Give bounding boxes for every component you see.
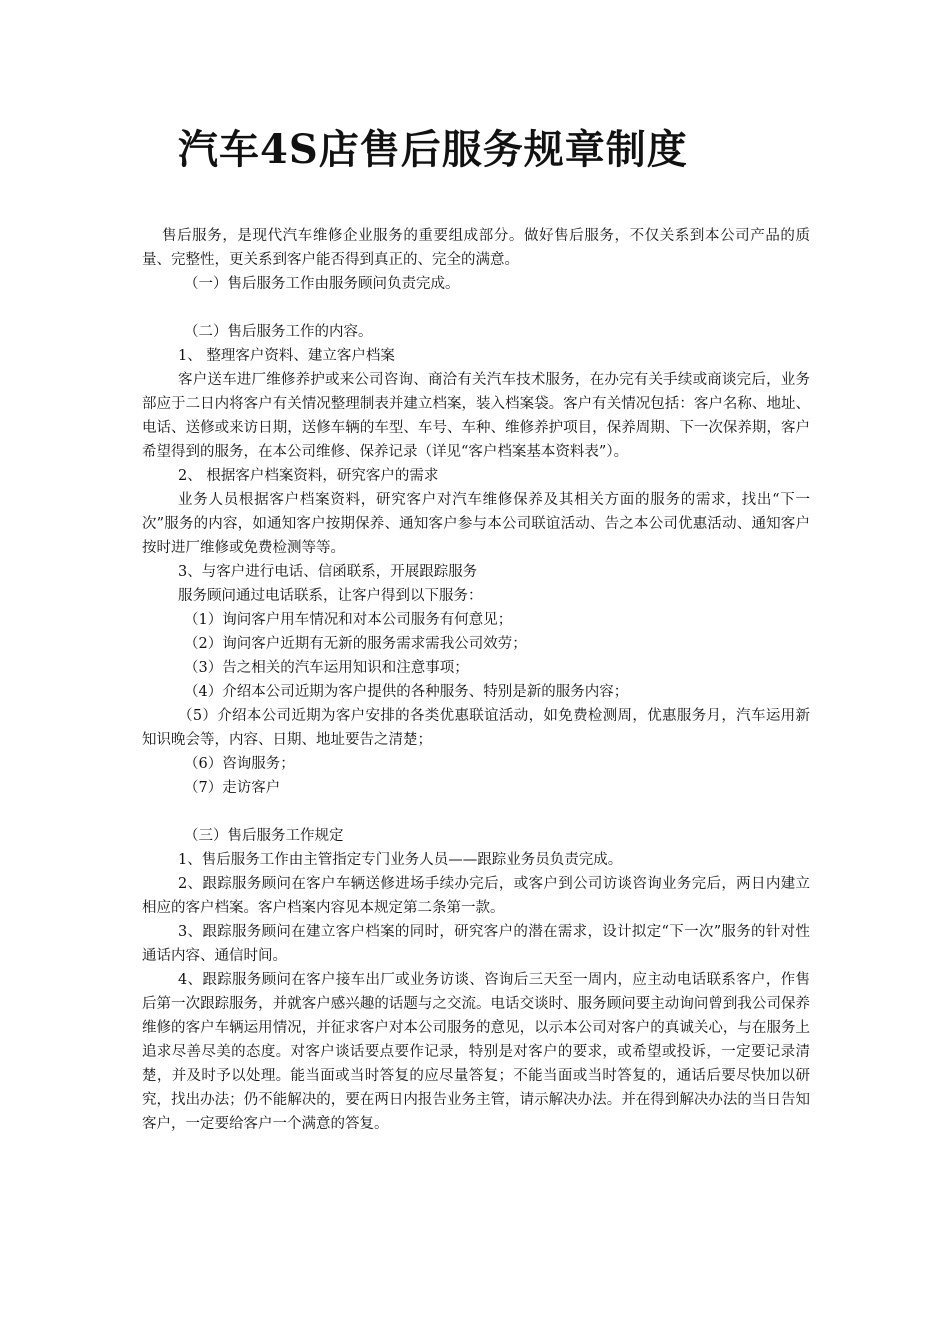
section-one-heading: （一）售后服务工作由服务顾问负责完成。 <box>184 276 460 292</box>
item-2-heading: 2、 根据客户档案资料，研究客户的需求 <box>178 468 439 484</box>
rule-paragraph: 3、跟踪服务顾问在建立客户档案的同时，研究客户的潜在需求，设计拟定“下一次”服务的针对性通话内容、通信时间。 <box>142 924 810 964</box>
service-list-item: （3）告之相关的汽车运用知识和注意事项； <box>184 660 469 676</box>
document-body <box>142 224 810 1136</box>
section-two-heading: （二）售后服务工作的内容。 <box>184 324 373 340</box>
rule-paragraph: 4、跟踪服务顾问在客户接车出厂或业务访谈、咨询后三天至一周内，应主动电话联系客户，作售后第一次跟踪服务，并就客户感兴趣的话题与之交流。电话交谈时、服务顾问要主动询问曾到我公司保养维修的客户车辆运用情况，并征求客户对本公司服务的意见，以示本公司对客户的真诚关心，与在服务上追求尽善尽美的态度。对客户谈话要点要作记录，特别是对客户的要求，或希望或投诉，一定要记录清楚，并及时予以处理。能当面或当时答复的应尽量答复；不能当面或当时答复的，通话后要尽快加以研究，找出办法；仍不能解决的，要在两日内报告业务主管，请示解决办法。并在得到解决办法的当日告知客户，一定要给客户一个满意的答复。 <box>142 972 810 1132</box>
service-list-item: （7）走访客户 <box>184 780 281 796</box>
item-1-heading: 1、 整理客户资料、建立客户档案 <box>178 348 395 364</box>
service-list-item: （6）咨询服务； <box>184 756 295 772</box>
rule-paragraph: 1、售后服务工作由主管指定专门业务人员——跟踪业务员负责完成。 <box>178 852 623 868</box>
section-three-heading: （三）售后服务工作规定 <box>184 828 344 844</box>
blank-line <box>142 296 810 320</box>
service-list-item: （5）介绍本公司近期为客户安排的各类优惠联谊活动，如免费检测周，优惠服务月，汽车运用新知识晚会等，内容、日期、地址要告之清楚； <box>142 708 810 748</box>
item-1-body: 客户送车进厂维修养护或来公司咨询、商洽有关汽车技术服务，在办完有关手续或商谈完后，业务部应于二日内将客户有关情况整理制表并建立档案，装入档案袋。客户有关情况包括：客户名称、地址、电话、送修或来访日期，送修车辆的车型、车号、车种、维修养护项目，保养周期、下一次保养期，客户希望得到的服务，在本公司维修、保养记录（详见“客户档案基本资料表”）。 <box>142 372 810 460</box>
item-2-body: 业务人员根据客户档案资料，研究客户对汽车维修保养及其相关方面的服务的需求，找出“下一次”服务的内容，如通知客户按期保养、通知客户参与本公司联谊活动、告之本公司优惠活动、通知客户按时进厂维修或免费检测等等。 <box>142 492 810 556</box>
item-3-heading: 3、与客户进行电话、信函联系，开展跟踪服务 <box>178 564 478 580</box>
item-3-body: 服务顾问通过电话联系，让客户得到以下服务： <box>178 588 483 604</box>
service-list-item: （2）询问客户近期有无新的服务需求需我公司效劳； <box>184 636 527 652</box>
intro-paragraph: 售后服务，是现代汽车维修企业服务的重要组成部分。做好售后服务，不仅关系到本公司产品的质量、完整性，更关系到客户能否得到真正的、完全的满意。 <box>142 228 810 268</box>
service-list-item: （4）介绍本公司近期为客户提供的各种服务、特别是新的服务内容； <box>184 684 629 700</box>
rule-paragraph: 2、跟踪服务顾问在客户车辆送修进场手续办完后，或客户到公司访谈咨询业务完后，两日内建立相应的客户档案。客户档案内容见本规定第二条第一款。 <box>142 876 810 916</box>
document-title: 汽车4S店售后服务规章制度 <box>178 126 688 173</box>
blank-line <box>142 800 810 824</box>
service-list-item: （1）询问客户用车情况和对本公司服务有何意见； <box>184 612 513 628</box>
